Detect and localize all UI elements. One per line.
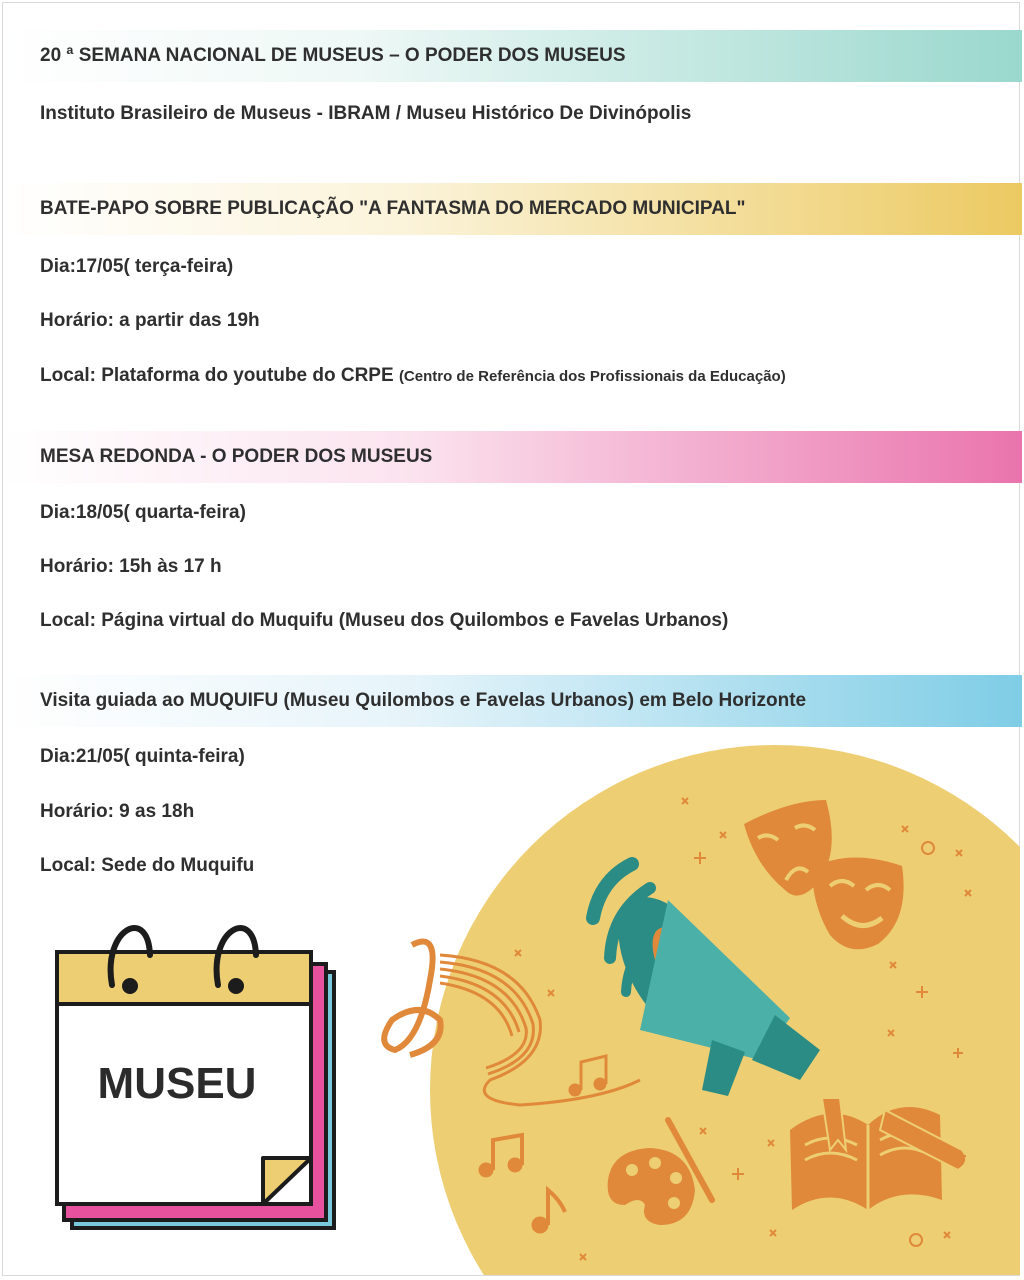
event-3-title: Visita guiada ao MUQUIFU (Museu Quilombos e Favelas Urbanos) em Belo Horizonte	[40, 690, 807, 711]
event-3-place: Local: Sede do Muquifu	[40, 855, 255, 876]
calendar-icon	[57, 928, 334, 1228]
event-1-title: BATE-PAPO SOBRE PUBLICAÇÃO "A FANTASMA DO MERCADO MUNICIPAL"	[40, 198, 746, 219]
event-3-day: Dia:21/05( quinta-feira)	[40, 746, 245, 767]
organizers-line: Instituto Brasileiro de Museus - IBRAM / Museu Histórico De Divinópolis	[40, 103, 692, 124]
calendar-label: MUSEU	[97, 1059, 257, 1108]
event-3-time: Horário: 9 as 18h	[40, 801, 195, 822]
event-2-place: Local: Página virtual do Muquifu (Museu dos Quilombos e Favelas Urbanos)	[40, 610, 729, 631]
event-1-time: Horário: a partir das 19h	[40, 310, 260, 331]
event-2-time: Horário: 15h às 17 h	[40, 556, 222, 577]
header-title: 20 ª SEMANA NACIONAL DE MUSEUS – O PODER DOS MUSEUS	[40, 45, 626, 66]
event-1-place-note: (Centro de Referência dos Profissionais da Educação)	[398, 368, 786, 385]
event-2-title: MESA REDONDA - O PODER DOS MUSEUS	[40, 446, 433, 467]
event-1-day: Dia:17/05( terça-feira)	[40, 256, 234, 277]
event-2-day: Dia:18/05( quarta-feira)	[40, 502, 246, 523]
event-1-place-main: Local: Plataforma do youtube do CRPE	[40, 365, 394, 386]
